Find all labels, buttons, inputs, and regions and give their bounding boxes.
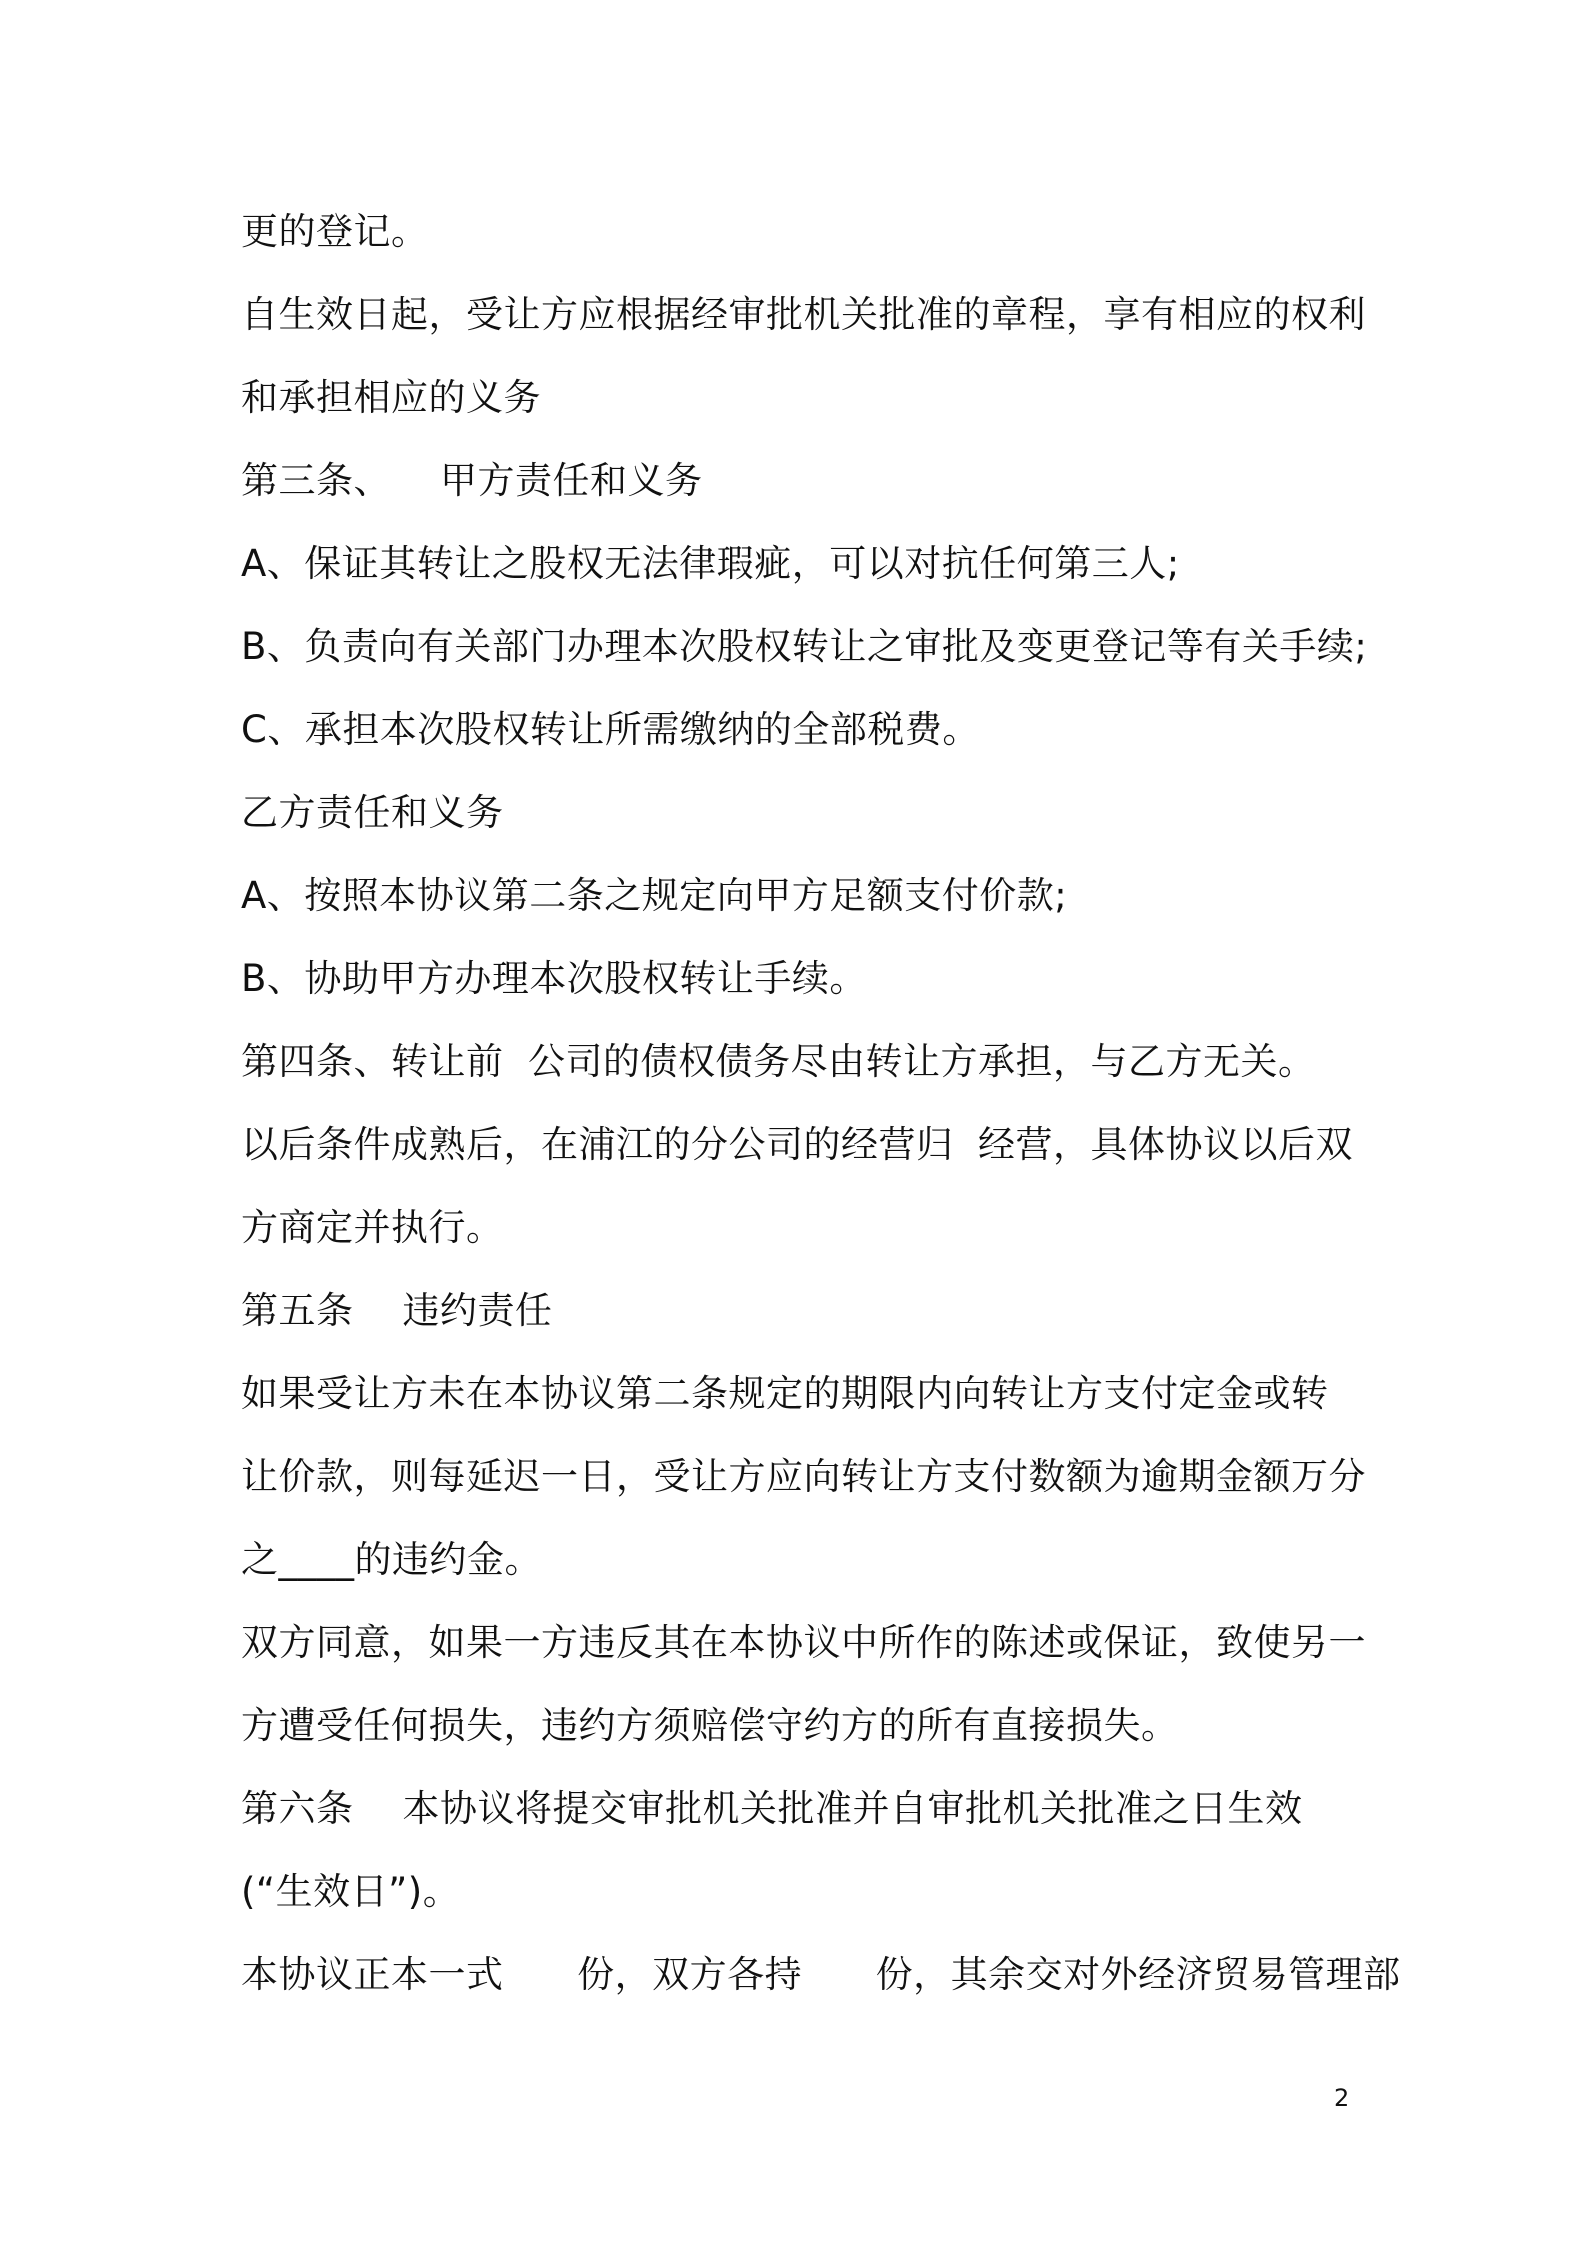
text-line-19: 方遭受任何损失，违约方须赔偿守约方的所有直接损失。 [241, 1704, 1179, 1747]
text-line-22: 本协议正本一式 份，双方各持 份，其余交对外经济贸易管理部 [241, 1953, 1401, 1996]
party-a-item-a: A、保证其转让之股权无法律瑕疵，可以对抗任何第三人; [241, 542, 1180, 585]
article-4-text: 第四条、转让前 公司的债权债务尽由转让方承担，与乙方无关。 [241, 1040, 1316, 1083]
party-b-item-b: B、协助甲方办理本次股权转让手续。 [241, 957, 867, 1000]
party-b-item-a: A、按照本协议第二条之规定向甲方足额支付价款; [241, 874, 1068, 917]
text-line-2: 自生效日起，受让方应根据经审批机关批准的章程，享有相应的权利 [241, 293, 1366, 336]
text-line-15: 如果受让方未在本协议第二条规定的期限内向转让方支付定金或转 [241, 1372, 1329, 1415]
article-5-heading: 第五条 违约责任 [241, 1289, 553, 1332]
text-line-21: (“生效日”)。 [241, 1870, 461, 1913]
text-line-17: 之____的违约金。 [241, 1538, 542, 1581]
party-a-item-c: C、承担本次股权转让所需缴纳的全部税费。 [241, 708, 980, 751]
text-line-18: 双方同意，如果一方违反其在本协议中所作的陈述或保证，致使另一 [241, 1621, 1366, 1664]
text-line-16: 让价款，则每延迟一日，受让方应向转让方支付数额为逾期金额万分 [241, 1455, 1366, 1498]
text-line-1: 更的登记。 [241, 210, 429, 253]
page-number: 2 [1334, 2084, 1350, 2112]
document-body [241, 190, 1401, 2016]
article-3-heading: 第三条、 甲方责任和义务 [241, 459, 703, 502]
party-a-item-b: B、负责向有关部门办理本次股权转让之审批及变更登记等有关手续; [241, 625, 1368, 668]
text-line-12: 以后条件成熟后，在浦江的分公司的经营归 经营，具体协议以后双 [241, 1123, 1354, 1166]
text-line-13: 方商定并执行。 [241, 1206, 504, 1249]
text-line-3: 和承担相应的义务 [241, 376, 541, 419]
party-b-heading: 乙方责任和义务 [241, 791, 504, 834]
article-6-heading: 第六条 本协议将提交审批机关批准并自审批机关批准之日生效 [241, 1787, 1303, 1830]
